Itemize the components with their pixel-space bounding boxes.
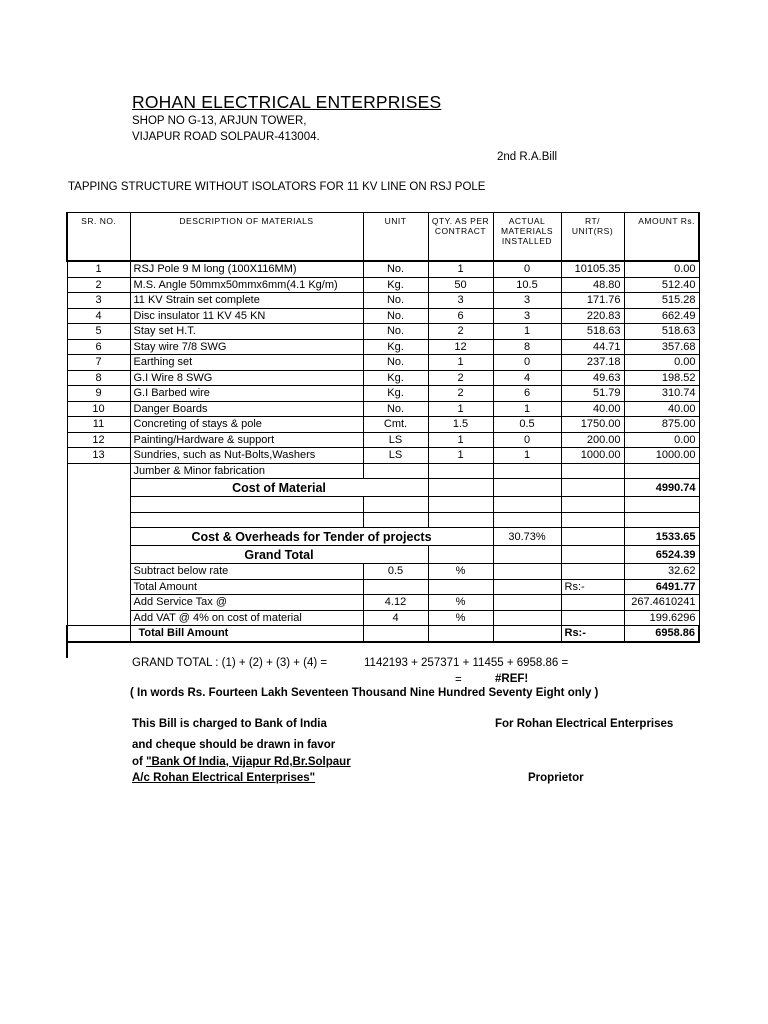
item-description: G.I Barbed wire [130, 386, 363, 402]
item-sr-no: 4 [67, 308, 130, 324]
col-header-actual-installed: ACTUAL MATERIALS INSTALLED [493, 213, 561, 262]
item-actual-installed: 1 [493, 401, 561, 417]
item-unit: Kg. [363, 277, 428, 293]
item-description: Stay wire 7/8 SWG [130, 339, 363, 355]
item-description: M.S. Angle 50mmx50mmx6mm(4.1 Kg/m) [130, 277, 363, 293]
cheque-note: and cheque should be drawn in favor [132, 739, 336, 751]
item-amount: 1000.00 [624, 448, 699, 464]
item-rate: 40.00 [561, 401, 624, 417]
item-sr-no: 13 [67, 448, 130, 464]
table-row [67, 308, 699, 324]
overheads-rate: 30.73% [493, 528, 561, 546]
item-qty-contract: 1 [428, 448, 493, 464]
address-line-2: VIJAPUR ROAD SOLPAUR-413004. [132, 131, 320, 143]
cost-of-material-row [67, 479, 699, 497]
item-sr-no: 9 [67, 386, 130, 402]
grand-total-amount: 6524.39 [624, 546, 699, 564]
item-description: Earthing set [130, 355, 363, 371]
overheads-label: Cost & Overheads for Tender of projects [130, 528, 493, 546]
item-sr-no: 5 [67, 324, 130, 340]
item-qty-contract: 2 [428, 386, 493, 402]
subtract-label: Subtract below rate [130, 564, 363, 580]
item-sr-no: 11 [67, 417, 130, 433]
item-actual-installed [493, 463, 561, 479]
bill-subject: TAPPING STRUCTURE WITHOUT ISOLATORS FOR 11 KV LINE ON RSJ POLE [68, 181, 486, 193]
item-unit: No. [363, 293, 428, 309]
item-rate: 171.76 [561, 293, 624, 309]
item-actual-installed: 0 [493, 355, 561, 371]
item-actual-installed: 6 [493, 386, 561, 402]
item-amount: 662.49 [624, 308, 699, 324]
item-qty-contract: 3 [428, 293, 493, 309]
blank-row [67, 512, 699, 528]
item-amount: 40.00 [624, 401, 699, 417]
item-actual-installed: 0.5 [493, 417, 561, 433]
item-amount: 0.00 [624, 355, 699, 371]
table-row [67, 432, 699, 448]
item-qty-contract: 6 [428, 308, 493, 324]
of-prefix: of [132, 756, 147, 768]
col-header-sr-no: SR. NO. [67, 213, 130, 262]
service-tax-value: 4.12 [363, 595, 428, 611]
table-row [67, 261, 699, 277]
total-amount-currency: Rs:- [561, 579, 624, 595]
item-rate: 1750.00 [561, 417, 624, 433]
charged-to-note: This Bill is charged to Bank of India [132, 718, 327, 730]
bill-number: 2nd R.A.Bill [497, 151, 558, 163]
company-name: ROHAN ELECTRICAL ENTERPRISES [132, 92, 442, 112]
item-sr-no: 7 [67, 355, 130, 371]
item-sr-no: 12 [67, 432, 130, 448]
item-amount [624, 463, 699, 479]
col-header-unit: UNIT [363, 213, 428, 262]
total-bill-label: Total Bill Amount [130, 626, 363, 642]
vat-value: 4 [363, 610, 428, 626]
total-amount-label: Total Amount [130, 579, 363, 595]
bank-name-line [132, 756, 351, 768]
item-actual-installed: 3 [493, 308, 561, 324]
item-amount: 0.00 [624, 432, 699, 448]
item-unit: Cmt. [363, 417, 428, 433]
item-description: G.I Wire 8 SWG [130, 370, 363, 386]
table-row [67, 448, 699, 464]
item-unit: LS [363, 432, 428, 448]
item-actual-installed: 4 [493, 370, 561, 386]
item-amount: 357.68 [624, 339, 699, 355]
grand-total-formula: GRAND TOTAL : (1) + (2) + (3) + (4) = [132, 657, 328, 669]
item-rate [561, 463, 624, 479]
item-unit: Kg. [363, 339, 428, 355]
subtract-row [67, 564, 699, 580]
item-rate: 51.79 [561, 386, 624, 402]
grand-total-label: Grand Total [130, 546, 428, 564]
total-amount-value: 6491.77 [624, 579, 699, 595]
item-unit: No. [363, 401, 428, 417]
item-qty-contract: 1 [428, 261, 493, 277]
table-row [67, 355, 699, 371]
item-description: Stay set H.T. [130, 324, 363, 340]
service-tax-amount: 267.4610241 [624, 595, 699, 611]
total-amount-row [67, 579, 699, 595]
table-row [67, 339, 699, 355]
vat-label: Add VAT @ 4% on cost of material [130, 610, 363, 626]
item-actual-installed: 10.5 [493, 277, 561, 293]
item-unit: No. [363, 355, 428, 371]
vat-row [67, 610, 699, 626]
subtract-value: 0.5 [363, 564, 428, 580]
item-rate: 237.18 [561, 355, 624, 371]
item-actual-installed: 3 [493, 293, 561, 309]
table-row [67, 324, 699, 340]
service-tax-row [67, 595, 699, 611]
item-amount: 310.74 [624, 386, 699, 402]
item-unit: Kg. [363, 370, 428, 386]
bank-name: "Bank Of India, Vijapur Rd,Br.Solpaur [146, 756, 351, 768]
item-rate: 200.00 [561, 432, 624, 448]
item-description: RSJ Pole 9 M long (100X116MM) [130, 261, 363, 277]
item-rate: 1000.00 [561, 448, 624, 464]
blank-row [67, 497, 699, 513]
address-line-1: SHOP NO G-13, ARJUN TOWER, [132, 115, 307, 127]
table-row [67, 293, 699, 309]
item-actual-installed: 1 [493, 324, 561, 340]
subtract-unit: % [428, 564, 493, 580]
vat-amount: 199.6296 [624, 610, 699, 626]
item-sr-no [67, 463, 130, 479]
item-amount: 0.00 [624, 261, 699, 277]
item-qty-contract: 2 [428, 370, 493, 386]
item-unit: No. [363, 261, 428, 277]
for-company: For Rohan Electrical Enterprises [495, 718, 674, 730]
col-header-qty-contract: QTY. AS PER CONTRACT [428, 213, 493, 262]
overheads-row [67, 528, 699, 546]
item-rate: 518.63 [561, 324, 624, 340]
item-qty-contract: 1.5 [428, 417, 493, 433]
item-amount: 515.28 [624, 293, 699, 309]
overheads-amount: 1533.65 [624, 528, 699, 546]
item-rate: 44.71 [561, 339, 624, 355]
grand-total-values: 1142193 + 257371 + 11455 + 6958.86 = [364, 657, 569, 669]
col-header-amount: AMOUNT Rs. [624, 213, 699, 262]
item-qty-contract: 12 [428, 339, 493, 355]
total-bill-amount: 6958.86 [624, 626, 699, 642]
item-description: Sundries, such as Nut-Bolts,Washers [130, 448, 363, 464]
item-rate: 10105.35 [561, 261, 624, 277]
service-tax-label: Add Service Tax @ [130, 595, 363, 611]
item-actual-installed: 0 [493, 261, 561, 277]
subtract-amount: 32.62 [624, 564, 699, 580]
item-actual-installed: 0 [493, 432, 561, 448]
item-amount: 198.52 [624, 370, 699, 386]
item-qty-contract: 2 [428, 324, 493, 340]
item-unit: No. [363, 324, 428, 340]
item-sr-no: 8 [67, 370, 130, 386]
item-unit: LS [363, 448, 428, 464]
cost-of-material-label: Cost of Material [130, 479, 428, 497]
total-bill-currency: Rs:- [561, 626, 624, 642]
item-description: Danger Boards [130, 401, 363, 417]
equals-sign: = [455, 674, 462, 686]
item-rate: 220.83 [561, 308, 624, 324]
total-bill-row [67, 626, 699, 642]
table-row [67, 401, 699, 417]
item-rows [67, 261, 699, 479]
table-row [67, 417, 699, 433]
item-actual-installed: 8 [493, 339, 561, 355]
item-sr-no: 3 [67, 293, 130, 309]
grand-total-row [67, 546, 699, 564]
item-unit: No. [363, 308, 428, 324]
item-amount: 518.63 [624, 324, 699, 340]
service-tax-unit: % [428, 595, 493, 611]
bill-table [66, 212, 700, 643]
account-name: A/c Rohan Electrical Enterprises" [132, 772, 316, 784]
item-qty-contract: 1 [428, 355, 493, 371]
item-qty-contract: 50 [428, 277, 493, 293]
table-left-edge [66, 640, 68, 658]
item-rate: 49.63 [561, 370, 624, 386]
item-unit [363, 463, 428, 479]
item-rate: 48.80 [561, 277, 624, 293]
item-description: Disc insulator 11 KV 45 KN [130, 308, 363, 324]
item-amount: 875.00 [624, 417, 699, 433]
item-amount: 512.40 [624, 277, 699, 293]
table-row [67, 386, 699, 402]
table-header-row [67, 213, 699, 262]
table-row [67, 277, 699, 293]
item-description: Concreting of stays & pole [130, 417, 363, 433]
item-qty-contract: 1 [428, 401, 493, 417]
item-sr-no: 10 [67, 401, 130, 417]
item-actual-installed: 1 [493, 448, 561, 464]
item-sr-no: 1 [67, 261, 130, 277]
item-description: Painting/Hardware & support [130, 432, 363, 448]
col-header-description: DESCRIPTION OF MATERIALS [130, 213, 363, 262]
item-sr-no: 2 [67, 277, 130, 293]
item-qty-contract: 1 [428, 432, 493, 448]
item-unit: Kg. [363, 386, 428, 402]
table-row [67, 463, 699, 479]
item-sr-no: 6 [67, 339, 130, 355]
vat-unit: % [428, 610, 493, 626]
proprietor-label: Proprietor [528, 772, 584, 784]
item-description: 11 KV Strain set complete [130, 293, 363, 309]
col-header-rate: RT/ UNIT(RS) [561, 213, 624, 262]
item-qty-contract [428, 463, 493, 479]
ref-error: #REF! [495, 673, 529, 685]
cost-of-material-amount: 4990.74 [624, 479, 699, 497]
item-description: Jumber & Minor fabrication [130, 463, 363, 479]
table-row [67, 370, 699, 386]
amount-in-words: ( In words Rs. Fourteen Lakh Seventeen Thousand Nine Hundred Seventy Eight only ) [130, 687, 599, 699]
